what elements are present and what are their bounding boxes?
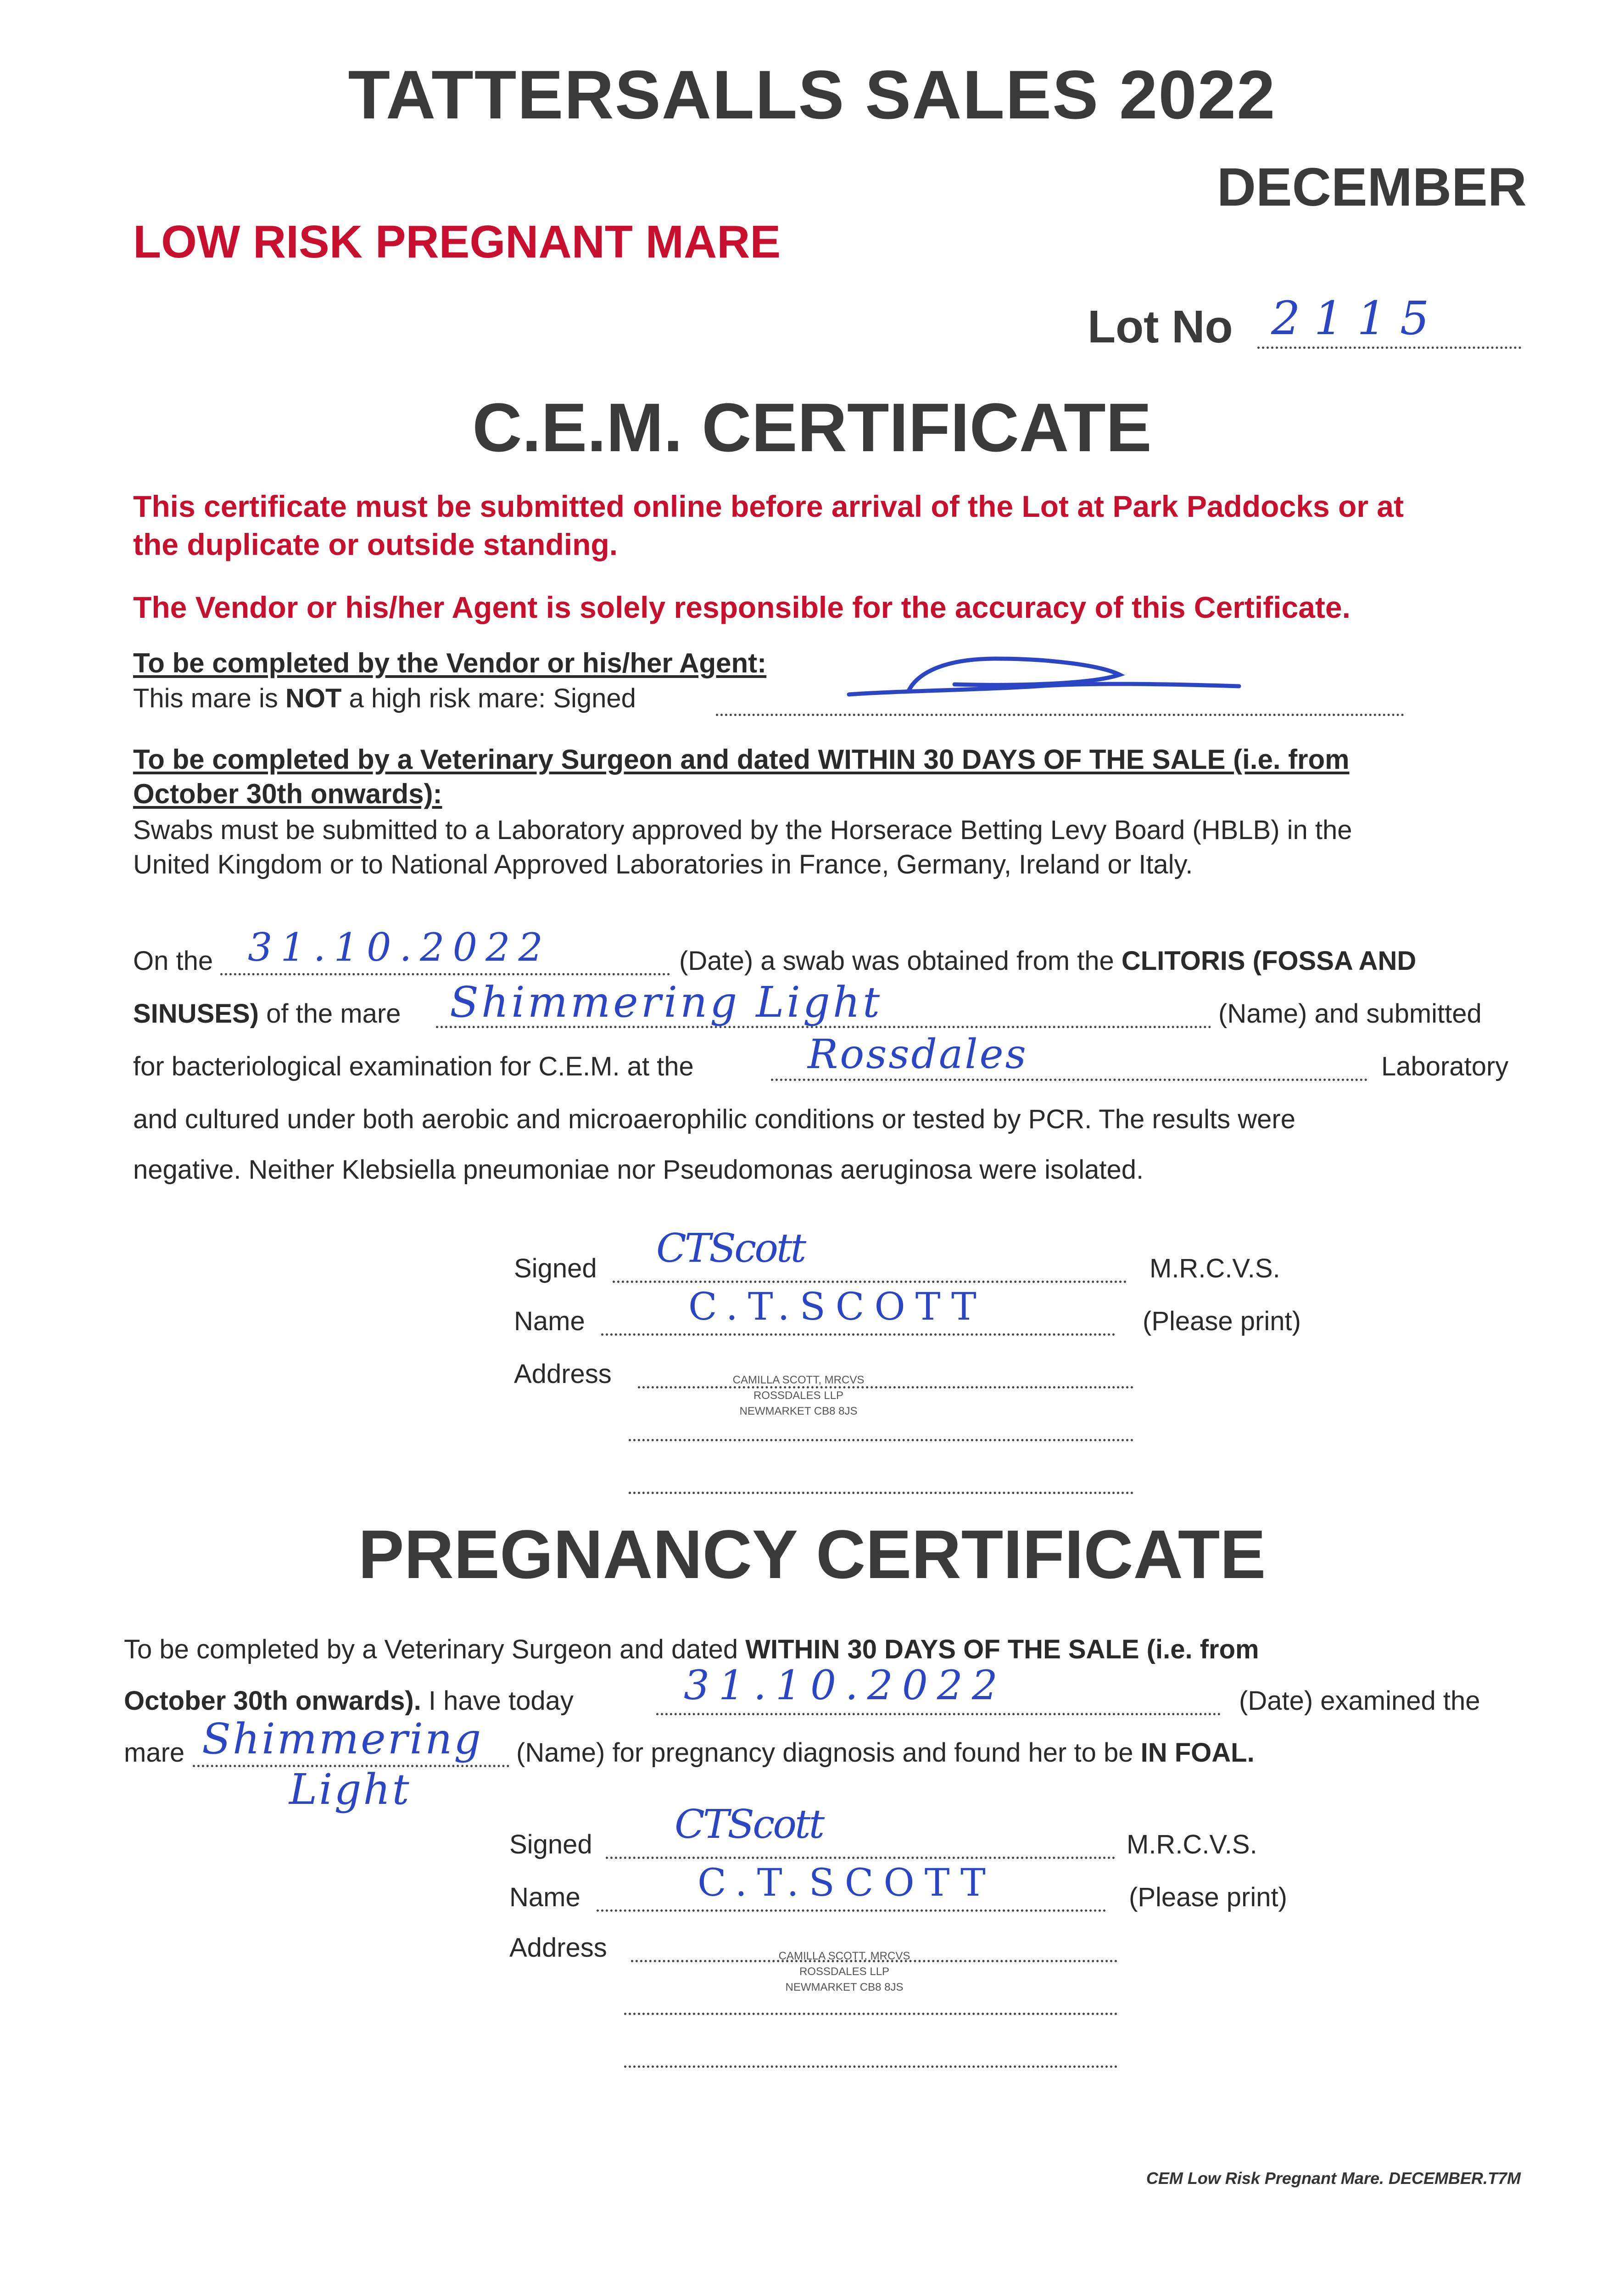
swab-negative-line: negative. Neither Klebsiella pneumoniae nor Pseudomonas aeruginosa were isolated.: [133, 1155, 1144, 1185]
lot-number-dotted-line: [1257, 347, 1521, 349]
pregnancy-date-suffix: (Date) examined the: [1239, 1686, 1480, 1716]
pregnancy-name-label: Name: [509, 1882, 580, 1912]
swab-instructions-line2: United Kingdom or to National Approved Laboratories in France, Germany, Ireland or Italy.: [133, 850, 1193, 879]
cem-signed-label: Signed: [514, 1254, 597, 1283]
vet-section-heading-line2: October 30th onwards):: [133, 778, 442, 809]
vendor-section-heading: To be completed by the Vendor or his/her Agent:: [133, 648, 767, 678]
vendor-signature[interactable]: [844, 640, 1248, 709]
pregnancy-line2: [124, 1685, 574, 1716]
sale-month: DECEMBER: [1217, 157, 1527, 218]
vendor-statement-not: NOT: [285, 683, 342, 713]
lot-number-value[interactable]: 2115: [1271, 291, 1443, 345]
swab-laboratory-value[interactable]: Rossdales: [808, 1030, 1028, 1078]
swab-laboratory-label: Laboratory: [1381, 1052, 1509, 1081]
submission-notice-line2: the duplicate or outside standing.: [133, 527, 618, 561]
pregnancy-address-line2: [624, 2013, 1117, 2015]
pregnancy-line3: [516, 1737, 1255, 1768]
swab-date-suffix-text: (Date) a swab was obtained from the: [679, 946, 1114, 976]
swab-laboratory-line: [771, 1079, 1367, 1081]
pregnancy-name-line: [597, 1909, 1106, 1912]
vet-section-heading-line1: To be completed by a Veterinary Surgeon and dated WITHIN 30 DAYS OF THE SALE (i.e. from: [133, 744, 1350, 775]
pregnancy-line1-pre: To be completed by a Veterinary Surgeon and dated: [124, 1634, 746, 1664]
responsibility-notice: The Vendor or his/her Agent is solely responsible for the accuracy of this Certificate.: [133, 590, 1351, 624]
pregnancy-signed-label: Signed: [509, 1830, 592, 1859]
swab-date-line: [220, 973, 670, 975]
cem-name-label: Name: [514, 1306, 585, 1336]
pregnancy-mrcvs-label: M.R.C.V.S.: [1127, 1830, 1257, 1859]
swab-name-submitted: (Name) and submitted: [1218, 999, 1482, 1029]
swab-date-value[interactable]: 31.10.2022: [248, 925, 551, 970]
pregnancy-line2-bold: October 30th onwards).: [124, 1686, 421, 1716]
pregnancy-address-line3: [624, 2066, 1117, 2068]
document-title: TATTERSALLS SALES 2022: [348, 56, 1276, 133]
swab-sinuses: SINUSES): [133, 999, 259, 1029]
swab-instructions-line1: Swabs must be submitted to a Laboratory approved by the Horserace Betting Levy Board (HBLB) in the: [133, 815, 1352, 845]
swab-date-suffix: [679, 946, 1416, 976]
swab-mare-line: [133, 998, 401, 1029]
vendor-statement: [133, 683, 636, 714]
cem-address-line2: [629, 1439, 1133, 1441]
cem-stamp-line1: CAMILLA SCOTT, MRCVS: [732, 1374, 865, 1386]
pregnancy-stamp-line1: CAMILLA SCOTT, MRCVS: [778, 1950, 910, 1962]
vendor-statement-pre: This mare is: [133, 683, 285, 713]
pregnancy-stamp-line3: NEWMARKET CB8 8JS: [785, 1981, 904, 1993]
pregnancy-date-line: [656, 1713, 1221, 1715]
footer-form-code: CEM Low Risk Pregnant Mare. DECEMBER.T7M: [1146, 2169, 1521, 2188]
pregnancy-please-print: (Please print): [1129, 1882, 1287, 1912]
mare-category: LOW RISK PREGNANT MARE: [133, 216, 781, 268]
lot-number-label: Lot No: [1088, 301, 1233, 353]
swab-mare-name-value[interactable]: Shimmering Light: [450, 978, 883, 1027]
pregnancy-line2-mid: I have today: [421, 1686, 574, 1716]
swab-for-bacteriological: for bacteriological examination for C.E.M. at the: [133, 1052, 694, 1081]
pregnancy-address-stamp: [734, 1948, 954, 1995]
cem-address-line3: [629, 1492, 1133, 1494]
cem-address-stamp: [688, 1372, 909, 1419]
cem-mrcvs-label: M.R.C.V.S.: [1150, 1254, 1280, 1283]
pregnancy-certificate-title: PREGNANCY CERTIFICATE: [358, 1516, 1266, 1593]
cem-vet-signature[interactable]: CTScott: [656, 1226, 805, 1271]
cem-address-label: Address: [514, 1359, 612, 1389]
pregnancy-line1-bold: WITHIN 30 DAYS OF THE SALE (i.e. from: [745, 1634, 1259, 1664]
vendor-statement-post: a high risk mare: Signed: [341, 683, 636, 713]
pregnancy-line3-text: (Name) for pregnancy diagnosis and found her to be: [516, 1738, 1141, 1768]
pregnancy-mare-name-line2[interactable]: Light: [289, 1765, 411, 1814]
pregnancy-address-label: Address: [509, 1933, 607, 1963]
swab-of-the-mare: of the mare: [258, 999, 401, 1029]
cem-please-print: (Please print): [1143, 1306, 1301, 1336]
pregnancy-vet-name-value[interactable]: C.T.SCOTT: [698, 1861, 996, 1905]
pregnancy-in-foal: IN FOAL.: [1140, 1738, 1255, 1768]
pregnancy-stamp-line2: ROSSDALES LLP: [799, 1965, 890, 1978]
pregnancy-signed-line: [606, 1857, 1115, 1859]
cem-name-line: [601, 1333, 1115, 1336]
pregnancy-mare-name-line1[interactable]: Shimmering: [202, 1714, 483, 1763]
cem-signed-line: [613, 1281, 1127, 1283]
pregnancy-line1: [124, 1634, 1259, 1665]
swab-cultured-line: and cultured under both aerobic and microaerophilic conditions or tested by PCR. The results were: [133, 1104, 1295, 1134]
cem-stamp-line2: ROSSDALES LLP: [753, 1389, 844, 1402]
swab-on-the-label: On the: [133, 946, 213, 976]
pregnancy-date-value[interactable]: 31.10.2022: [684, 1662, 1007, 1709]
submission-notice-line1: This certificate must be submitted online before arrival of the Lot at Park Paddocks or at: [133, 489, 1404, 523]
cem-stamp-line3: NEWMARKET CB8 8JS: [739, 1405, 858, 1417]
cem-certificate-title: C.E.M. CERTIFICATE: [472, 389, 1152, 466]
vendor-signature-line: [716, 714, 1404, 716]
swab-clitoris: CLITORIS (FOSSA AND: [1121, 946, 1417, 976]
cem-vet-name-value[interactable]: C.T.SCOTT: [688, 1285, 987, 1329]
pregnancy-vet-signature[interactable]: CTScott: [675, 1802, 823, 1847]
pregnancy-mare-label: mare: [124, 1738, 185, 1768]
